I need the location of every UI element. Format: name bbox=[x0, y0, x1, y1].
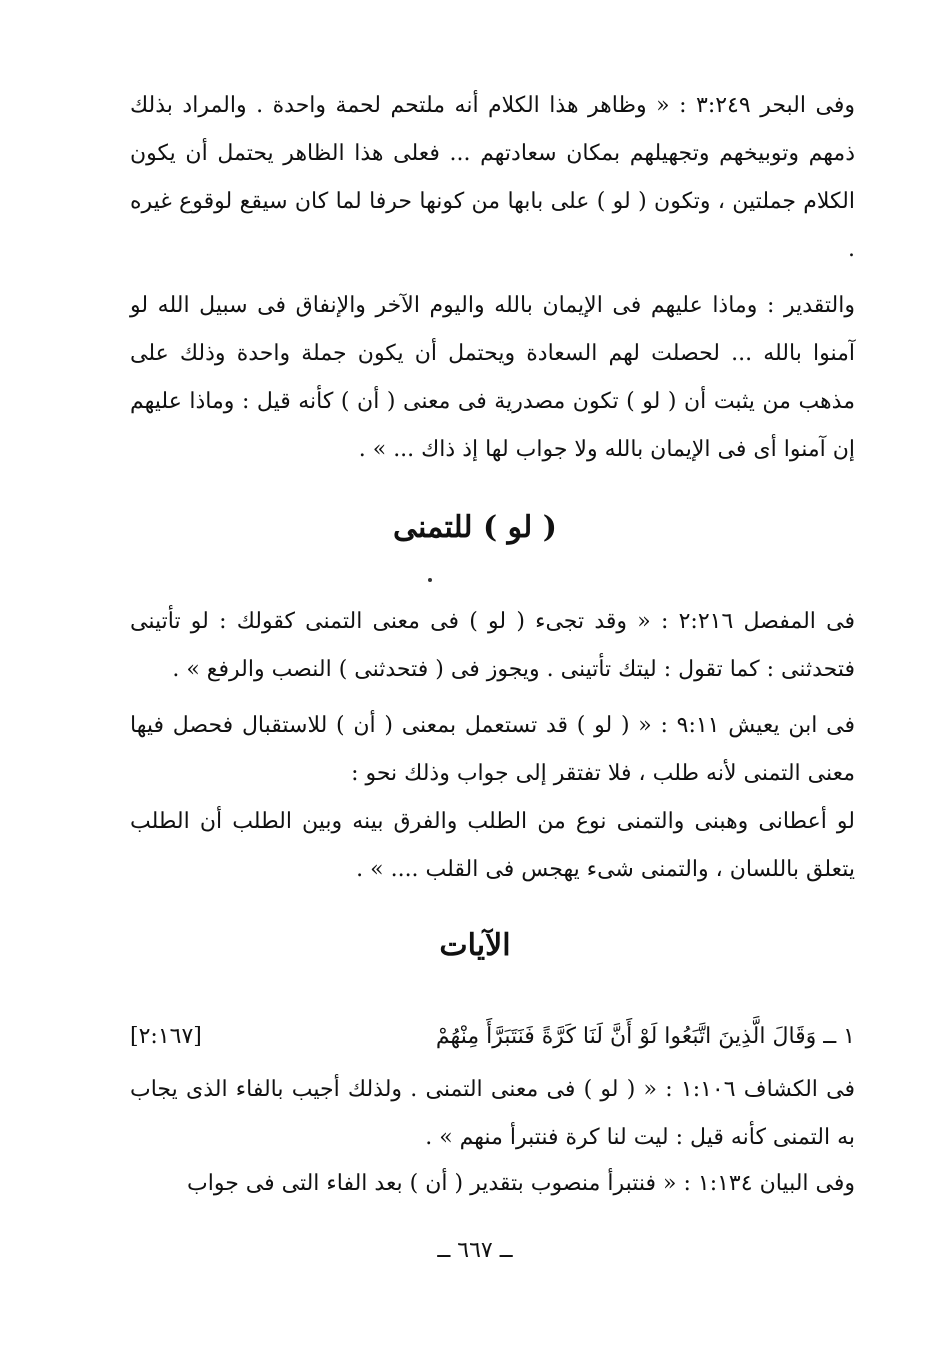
paragraph-mufassal: فى المفصل ٢:٢١٦ : « وقد تجىء ( لو ) فى معنى التمنى كقولك : لو تأتينى فتحدثنى : كما تقول : ليتك تأتينى . ويجوز فى ( فتحدثنى ) النصب والرفع » . bbox=[130, 609, 855, 682]
paragraph-bayan: وفى البيان ١:١٣٤ : « فنتبرأ منصوب بتقدير ( أن ) بعد الفاء التى فى جواب bbox=[187, 1171, 855, 1196]
page-number: ــ ٦٦٧ ــ bbox=[437, 1238, 513, 1263]
paragraph-bahr: وفى البحر ٣:٢٤٩ : « وظاهر هذا الكلام أنه ملتحم لحمة واحدة . والمراد بذلك ذمهم وتوبيخهم وتجهيلهم بمكان سعادتهم ... فعلى هذا الظاهر يحتمل أن يكون الكلام جملتين ، وتكون ( لو ) على بابها من كونها حرفا لما كان سيقع لوقوع غيره . bbox=[130, 93, 855, 262]
decorative-dot bbox=[428, 578, 432, 582]
verse-line bbox=[130, 1024, 855, 1064]
paragraph-ibn-yaish: فى ابن يعيش ٩:١١ : « ( لو ) قد تستعمل بمعنى ( أن ) للاستقبال فحصل فيها معنى التمنى لأنه طلب ، فلا تفتقر إلى جواب وذلك نحو : bbox=[130, 713, 855, 786]
verses-title: الآيات bbox=[439, 928, 511, 963]
verse-reference: [٢:١٦٧] bbox=[130, 1024, 202, 1049]
paragraph-taqdir: والتقدير : وماذا عليهم فى الإيمان بالله واليوم الآخر والإنفاق فى سبيل الله لو آمنوا بالله ... لحصلت لهم السعادة ويحتمل أن يكون جملة واحدة وذلك على مذهب من يثبت أن ( لو ) تكون مصدرية فى معنى ( أن ) كأنه قيل : وماذا عليهم إن آمنوا أى فى الإيمان بالله ولا جواب لها إذ ذاك ... » . bbox=[130, 293, 855, 462]
paragraph-talab: لو أعطانى وهبنى والتمنى نوع من الطلب والفرق بينه وبين الطلب أن الطلب يتعلق باللسان ، والتمنى شىء يهجس فى القلب .... » . bbox=[130, 809, 855, 882]
paragraph-kashshaf: فى الكشاف ١:١٠٦ : « ( لو ) فى معنى التمنى . ولذلك أجيب بالفاء الذى يجاب به التمنى كأنه قيل : ليت لنا كرة فنتبرأ منهم » . bbox=[130, 1077, 855, 1150]
verse-text: ١ ــ وَقَالَ الَّذِينَ اتَّبَعُوا لَوْ أَنَّ لَنَا كَرَّةً فَنَتَبَرَّأَ مِنْهُمْ bbox=[435, 1024, 855, 1049]
section-title: ( لو ) للتمنى bbox=[393, 510, 557, 545]
